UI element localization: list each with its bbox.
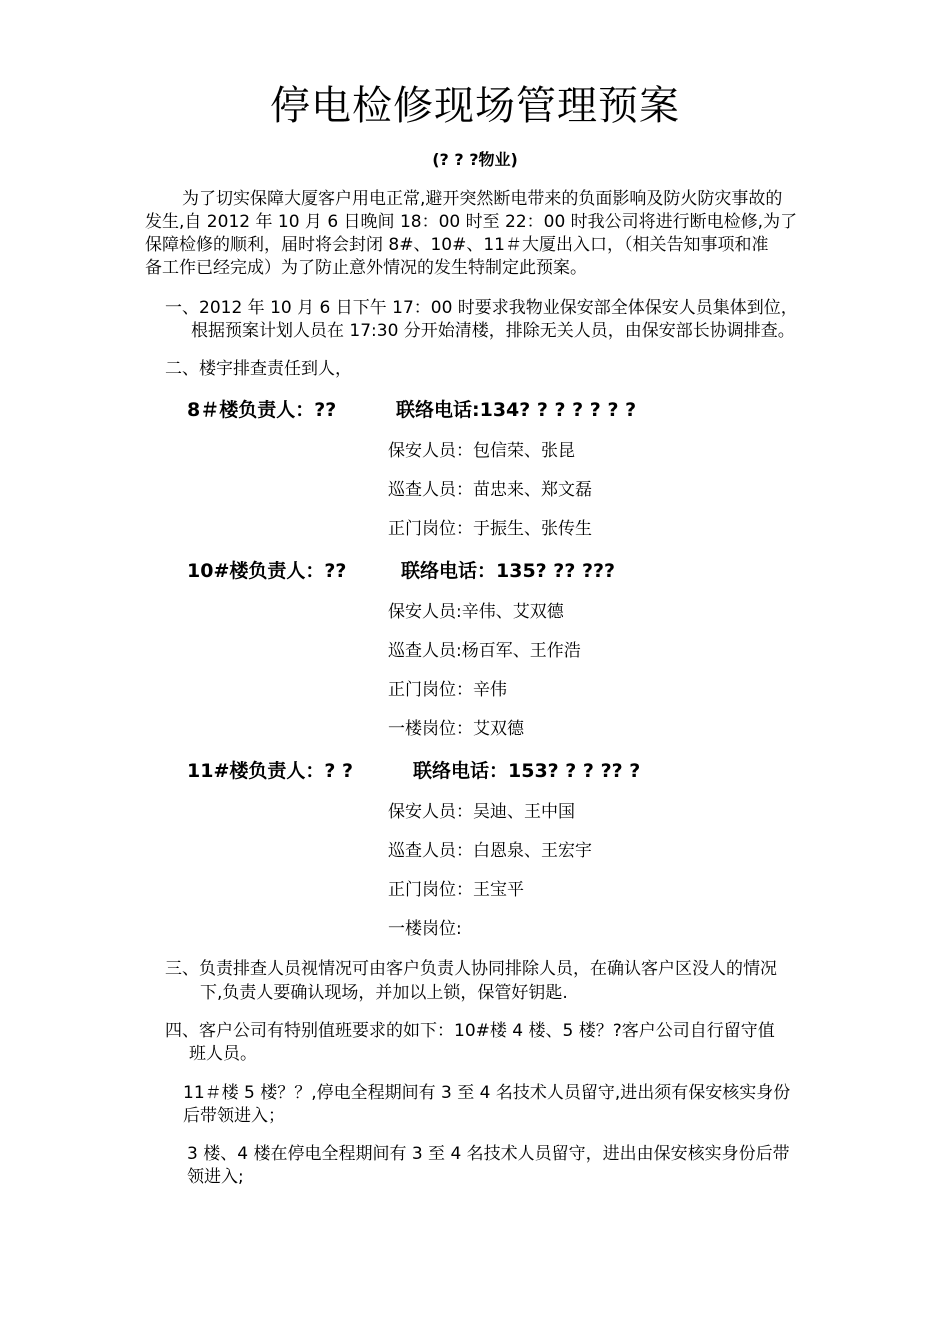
intro-line-2: 发生,自 2012 年 10 月 6 日晚间 18：00 时至 22：00 时我公司将进行断电检修,为了 bbox=[145, 212, 798, 232]
building-11-leader: 11#楼负责人：? ? bbox=[187, 760, 354, 782]
building-11-role-security: 保安人员：吴迪、王中国 bbox=[388, 802, 575, 822]
section-2-label: 二、楼宇排查责任到人， bbox=[165, 359, 352, 379]
note-1-line-2: 后带领进入； bbox=[183, 1106, 285, 1126]
building-8-role-security: 保安人员：包信荣、张昆 bbox=[388, 441, 575, 461]
intro-line-3: 保障检修的顺利，届时将会封闭 8#、10#、11＃大厦出入口，（相关告知事项和准 bbox=[145, 235, 769, 255]
note-2-line-1: 3 楼、4 楼在停电全程期间有 3 至 4 名技术人员留守，进出由保安核实身份后带 bbox=[187, 1144, 790, 1164]
section-4-line-1: 四、客户公司有特别值班要求的如下：10#楼 4 楼、5 楼？?客户公司自行留守值 bbox=[165, 1021, 775, 1041]
building-10-role-security: 保安人员:辛伟、艾双德 bbox=[388, 602, 564, 622]
building-8-role-patrol: 巡查人员：苗忠来、郑文磊 bbox=[388, 480, 592, 500]
intro-line-1: 为了切实保障大厦客户用电正常,避开突然断电带来的负面影响及防火防灾事故的 bbox=[182, 189, 783, 209]
building-11-phone: 联络电话：153? ? ? ?? ? bbox=[413, 760, 641, 782]
section-1-line-1: 一、2012 年 10 月 6 日下午 17：00 时要求我物业保安部全体保安人员集体到位， bbox=[165, 298, 798, 318]
section-1-line-2: 根据预案计划人员在 17:30 分开始清楼，排除无关人员，由保安部长协调排查。 bbox=[191, 321, 795, 341]
note-1-line-1: 11＃楼 5 楼？？,停电全程期间有 3 至 4 名技术人员留守,进出须有保安核实身份 bbox=[183, 1083, 791, 1103]
page-subtitle: (? ? ?物业) bbox=[432, 150, 518, 169]
building-8-leader: 8＃楼负责人：?? bbox=[187, 399, 337, 421]
building-11-role-first-floor: 一楼岗位: bbox=[388, 919, 462, 939]
section-3-line-1: 三、负责排查人员视情况可由客户负责人协同排除人员，在确认客户区没人的情况 bbox=[165, 959, 777, 979]
building-8-role-main-gate: 正门岗位：于振生、张传生 bbox=[388, 519, 592, 539]
building-10-phone: 联络电话：135? ?? ??? bbox=[401, 560, 616, 582]
building-11-role-patrol: 巡查人员：白恩泉、王宏宇 bbox=[388, 841, 592, 861]
section-3-line-2: 下,负责人要确认现场，并加以上锁，保管好钥匙. bbox=[200, 983, 568, 1003]
building-11-role-main-gate: 正门岗位：王宝平 bbox=[388, 880, 524, 900]
intro-line-4: 备工作已经完成）为了防止意外情况的发生特制定此预案。 bbox=[145, 258, 587, 278]
note-2-line-2: 领进入; bbox=[187, 1167, 244, 1187]
building-8-phone: 联络电话:134? ? ? ? ? ? ? bbox=[396, 399, 637, 421]
building-10-role-first-floor: 一楼岗位：艾双德 bbox=[388, 719, 524, 739]
building-10-role-patrol: 巡查人员:杨百军、王作浩 bbox=[388, 641, 581, 661]
page-title: 停电检修现场管理预案 bbox=[270, 83, 680, 129]
building-10-role-main-gate: 正门岗位：辛伟 bbox=[388, 680, 507, 700]
building-10-leader: 10#楼负责人：?? bbox=[187, 560, 347, 582]
section-4-line-2: 班人员。 bbox=[189, 1044, 257, 1064]
